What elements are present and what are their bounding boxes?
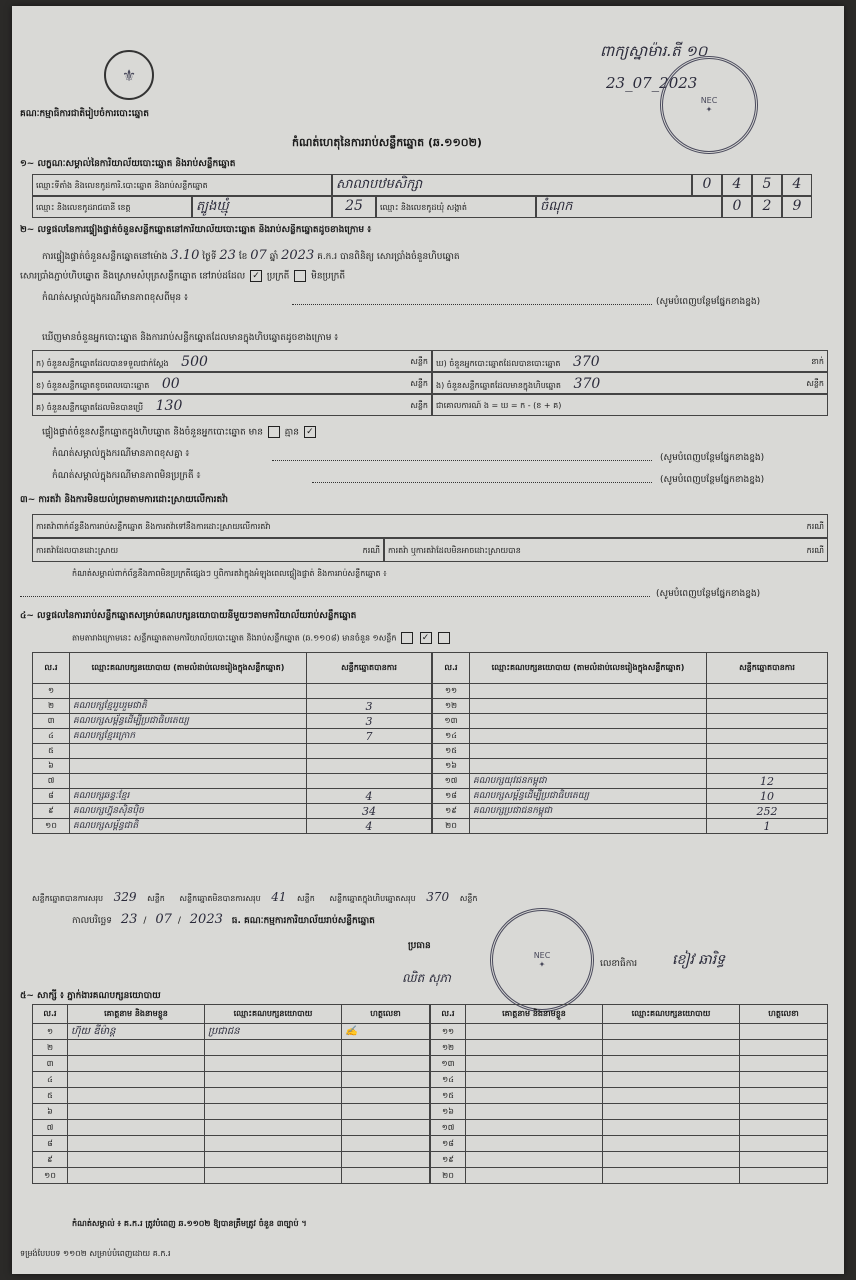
table-row	[33, 1088, 430, 1104]
row-party: ប្រជាជន	[205, 1024, 342, 1040]
table-row	[33, 1104, 430, 1120]
ok-label: ប្រក្រតី	[266, 271, 290, 282]
s4-intro: តាមតារាងក្រោមនេះ សន្លឹកឆ្នោតតាមការិយាល័យបោះឆ្នោត និងរាប់សន្លឹកឆ្នោត (ឆ.១១០៨) មានចំនួន ១សន្លឹក ✓	[72, 632, 452, 645]
row-votes	[707, 714, 828, 729]
row-party	[470, 744, 707, 759]
row-votes: 4	[307, 789, 432, 804]
table-row	[433, 774, 828, 789]
table-row	[33, 1136, 430, 1152]
s1-row2-code2-a: 0	[722, 196, 752, 218]
table-row	[431, 1056, 828, 1072]
row-no: ៤	[33, 1072, 68, 1088]
s2-line1-c: ខែ	[238, 252, 248, 262]
row-signature	[342, 1040, 430, 1056]
row-party	[470, 759, 707, 774]
president-name: ឈិត សុភា	[402, 971, 451, 985]
row-name	[466, 1024, 603, 1040]
row-party	[70, 759, 307, 774]
col-no: ល.រ	[33, 653, 70, 684]
s2-line1-d: ឆ្នាំ	[269, 252, 279, 262]
row-party	[603, 1152, 740, 1168]
s2-diff2-line	[312, 482, 652, 483]
row-no: ៨	[33, 789, 70, 804]
s2-remark: កំណត់សម្គាល់ក្នុងករណីមានភាពខុសពីមុន ៖	[42, 293, 188, 303]
table-row	[33, 759, 432, 774]
s4-date: កាលបរិច្ឆេទ 23 / 07 / 2023 ធ. គណៈកម្មការការិយាល័យរាប់សន្លឹកឆ្នោត	[72, 912, 375, 927]
row-votes	[307, 744, 432, 759]
row-votes	[307, 684, 432, 699]
row-signature	[740, 1120, 828, 1136]
row-no: ១៥	[433, 744, 470, 759]
row-party	[603, 1168, 740, 1184]
table-row	[431, 1136, 828, 1152]
invalid-total: 41	[271, 890, 287, 904]
row-no: ១៧	[431, 1120, 466, 1136]
s2-compare: ផ្ទៀងផ្ទាត់ចំនួនសន្លឹកឆ្នោតក្នុងហិបឆ្នោត និងចំនួនអ្នកបោះឆ្នោត មាន គ្មាន ✓	[42, 426, 318, 440]
row-party	[470, 819, 707, 834]
section4-heading: ៤~ លទ្ធផលនៃការរាប់សន្លឹកឆ្នោតសម្រាប់គណបក្សនយោបាយនីមួយៗតាមការិយាល័យរាប់សន្លឹកឆ្នោត	[20, 611, 357, 621]
s2-line1	[42, 248, 460, 264]
row-no: ១៨	[431, 1136, 466, 1152]
s2-diff1-line	[272, 460, 652, 461]
table-row	[433, 714, 828, 729]
row-no: ១	[33, 684, 70, 699]
section1-heading: ១~ លក្ខណៈសម្គាល់នៃការិយាល័យបោះឆ្នោត និងរាប់សន្លឹកឆ្នោត	[20, 159, 236, 169]
row-party: គណបក្សឆន្ទៈខ្មែរ	[70, 789, 307, 804]
row-votes: 252	[707, 804, 828, 819]
row-party	[603, 1088, 740, 1104]
row-party	[70, 744, 307, 759]
diff-no-checkbox[interactable]: ✓	[304, 426, 316, 438]
row-no: ១៧	[433, 774, 470, 789]
secretary-name: ខៀវ ឆារិទ្ធ	[672, 952, 726, 968]
row-party	[603, 1136, 740, 1152]
s2-intro: ឃើញមានចំនួនអ្នកបោះឆ្នោត និងការរាប់សន្លឹកឆ្នោតដែលមានក្នុងហិបឆ្នោតដូចខាងក្រោម ៖	[42, 333, 339, 343]
row-signature	[740, 1136, 828, 1152]
s2-e-value: 370	[573, 376, 601, 392]
table-row	[431, 1024, 828, 1040]
row-signature	[740, 1024, 828, 1040]
s2-a-label: ក) ចំនួនសន្លឹកឆ្នោតដែលបានទទួលជាក់ស្តែង 500 សន្លឹក	[32, 350, 432, 372]
row-no: ១៤	[433, 729, 470, 744]
table-row	[33, 1072, 430, 1088]
row-party: គណបក្សសម្ព័ន្ធដើម្បីប្រជាធិបតេយ្យ	[70, 714, 307, 729]
row-party: គណបក្សយុវជនកម្ពុជា	[470, 774, 707, 789]
row-no: ១២	[433, 699, 470, 714]
row-signature	[342, 1104, 430, 1120]
s2-line1-e: គ.ក.រ បានពិនិត្យ សោរប្រាំងចំនួនហិបឆ្នោត	[317, 252, 460, 262]
row-votes: 34	[307, 804, 432, 819]
row-votes: 1	[707, 819, 828, 834]
row-no: ៣	[33, 1056, 68, 1072]
row-signature	[342, 1120, 430, 1136]
row-no: ៦	[33, 1104, 68, 1120]
official-stamp-bottom: NEC ✦	[490, 908, 594, 1012]
table-row	[433, 729, 828, 744]
s1-row2-value: ត្បូងឃ្មុំ	[192, 196, 332, 218]
party-table-left	[32, 652, 432, 834]
row-party	[205, 1056, 342, 1072]
row-party	[205, 1072, 342, 1088]
row-votes	[707, 744, 828, 759]
row-no: ២០	[431, 1168, 466, 1184]
valid-total: 329	[113, 890, 137, 904]
s2-line1-a: ការផ្ទៀងផ្ទាត់ចំនួនសន្លឹកឆ្នោតនៅម៉ោង	[42, 252, 168, 262]
s4-check-a[interactable]	[401, 632, 413, 644]
emblem-logo: ⚜	[104, 50, 154, 100]
row-name	[68, 1040, 205, 1056]
row-party	[205, 1168, 342, 1184]
row-party	[205, 1120, 342, 1136]
table-row	[33, 1024, 430, 1040]
s2-line1-b: ថ្ងៃទី	[202, 252, 217, 262]
row-signature	[740, 1072, 828, 1088]
s2-diff1-hint: (សូមបំពេញបន្ថែមផ្នែកខាងខ្នង)	[660, 453, 765, 463]
table-row	[33, 1120, 430, 1136]
committee-name: គណៈកម្មាធិការជាតិរៀបចំការបោះឆ្នោត	[20, 109, 149, 119]
box-total: 370	[426, 890, 450, 904]
row-name	[68, 1056, 205, 1072]
table-row	[33, 729, 432, 744]
table-row	[431, 1088, 828, 1104]
table-row	[33, 1152, 430, 1168]
row-signature	[740, 1104, 828, 1120]
table-row	[33, 744, 432, 759]
s2-month: 07	[250, 248, 267, 263]
row-party	[470, 714, 707, 729]
s1-row1-code4: 4	[782, 174, 812, 196]
row-name	[68, 1168, 205, 1184]
row-no: ១៣	[433, 714, 470, 729]
s2-diff2-hint: (សូមបំពេញបន្ថែមផ្នែកខាងខ្នង)	[660, 475, 765, 485]
row-votes	[707, 729, 828, 744]
row-votes	[307, 774, 432, 789]
row-party: គណបក្សខ្មែររួបរួមជាតិ	[70, 699, 307, 714]
row-party	[205, 1136, 342, 1152]
row-votes	[707, 684, 828, 699]
footer: ទម្រង់បែបបទ ១១០២ សម្រាប់បំពេញដោយ គ.ក.រ	[20, 1249, 171, 1258]
row-votes: 3	[307, 699, 432, 714]
table-row	[33, 684, 432, 699]
s2-remark-line	[292, 304, 652, 305]
s3-row2a: ការតវ៉ាដែលបានដោះស្រាយ ករណី	[32, 538, 384, 562]
s3-row2b: ការតវ៉ា ឬការតវ៉ាដែលមិនអាចដោះស្រាយបាន ករណី	[384, 538, 828, 562]
row-no: ១២	[431, 1040, 466, 1056]
not-ok-label: មិនប្រក្រតី	[311, 271, 346, 282]
row-name	[68, 1088, 205, 1104]
s2-a-value: 500	[181, 354, 208, 370]
s1-row2-value2: ចំណុក	[536, 196, 722, 218]
row-name	[68, 1152, 205, 1168]
s2-year: 2023	[281, 248, 315, 263]
row-name	[466, 1072, 603, 1088]
row-signature: ✍	[342, 1024, 430, 1040]
row-no: ៤	[33, 729, 70, 744]
row-no: ១៤	[431, 1072, 466, 1088]
row-party	[603, 1072, 740, 1088]
s1-row1-code2: 4	[722, 174, 752, 196]
s1-row2-label2: ឈ្មោះ និងលេខកូដឃុំ សង្កាត់	[376, 196, 536, 218]
row-party: គណបក្សហ្វ៊ុនស៊ិនប៉ិច	[70, 804, 307, 819]
table-row	[431, 1040, 828, 1056]
table-row	[33, 819, 432, 834]
table-row	[431, 1104, 828, 1120]
row-party: គណបក្សសម្ព័ន្ធជាតិ	[70, 819, 307, 834]
s2-formula: ជាគោលការណ៍ ង = ឃ = ក - (ខ + គ)	[432, 394, 828, 416]
s1-row2-code2-b: 2	[752, 196, 782, 218]
diff-yes-checkbox[interactable]	[268, 426, 280, 438]
row-signature	[342, 1072, 430, 1088]
section3-heading: ៣~ ការតវ៉ា និងការមិនយល់ព្រមតាមការដោះស្រាយលើការតវ៉ា	[20, 495, 228, 505]
row-signature	[342, 1056, 430, 1072]
s1-row1-value: សាលាបឋមសិក្សា	[332, 174, 692, 196]
row-name: ហ៊ុយ ឌីម៉ាន្ត	[68, 1024, 205, 1040]
s2-c-label: គ) ចំនួនសន្លឹកឆ្នោតដែលមិនបានប្រើ 130 សន្លឹក	[32, 394, 432, 416]
row-signature	[740, 1152, 828, 1168]
col-party: ឈ្មោះគណបក្សនយោបាយ (តាមលំដាប់លេខរៀងក្នុងសន្លឹកឆ្នោត)	[70, 653, 307, 684]
s2-line2-text: សោរប្រាំងភ្ជាប់ហិបឆ្នោត និងស្រោមសំបុត្រសន្លឹកឆ្នោត នៅរាប់ដដែល	[20, 271, 246, 282]
row-name	[466, 1152, 603, 1168]
agent-table-right: ល.រ គោត្តនាម និងនាមខ្លួន ឈ្មោះគណបក្សនយោបាយ ហត្ថលេខា ១១ ១២ ១៣ ១៤ ១៥ ១៦ ១៧ ១៨ ១៩ ២០	[430, 1004, 828, 1184]
table-row	[433, 744, 828, 759]
s3-row1: ការតវ៉ាពាក់ព័ន្ធនឹងការរាប់សន្លឹកឆ្នោត និងការតវ៉ាទៅនឹងការដោះស្រាយលើការតវ៉ា ករណី	[32, 514, 828, 538]
row-party: គណបក្សប្រជាជនកម្ពុជា	[470, 804, 707, 819]
s2-day: 23	[219, 248, 236, 263]
row-signature	[740, 1168, 828, 1184]
s1-row2-code2-c: 9	[782, 196, 812, 218]
row-no: ១៥	[431, 1088, 466, 1104]
row-signature	[342, 1152, 430, 1168]
s2-time: 3.10	[170, 248, 200, 263]
col-votes: សន្លឹកឆ្នោតបានការ	[307, 653, 432, 684]
row-no: ២	[33, 1040, 68, 1056]
table-row	[33, 789, 432, 804]
agent-table-left: ល.រ គោត្តនាម និងនាមខ្លួន ឈ្មោះគណបក្សនយោបាយ ហត្ថលេខា ១ ហ៊ុយ ឌីម៉ាន្ត ប្រជាជន ✍ ២ ៣ ៤ ៥ ៦ ៧ ៨ ៩ ១០	[32, 1004, 430, 1184]
row-no: ៥	[33, 1088, 68, 1104]
section2-heading: ២~ លទ្ធផលនៃការផ្ទៀងផ្ទាត់ចំនួនសន្លឹកឆ្នោតនៅការិយាល័យបោះឆ្នោត និងរាប់សន្លឹកឆ្នោតដូចខាងក្រោម ៖	[20, 225, 372, 235]
table-row	[431, 1120, 828, 1136]
s3-note: កំណត់សម្គាល់ពាក់ព័ន្ធនឹងភាពមិនប្រក្រតីផ្សេងៗ ឬពិការតវ៉ាក្នុងអំឡុងពេលផ្ទៀងផ្ទាត់ និងការរាប់សន្លឹកឆ្នោត ៖	[72, 569, 387, 578]
row-party	[603, 1024, 740, 1040]
not-ok-checkbox[interactable]	[294, 270, 306, 282]
row-votes: 7	[307, 729, 432, 744]
table-row	[433, 789, 828, 804]
s2-diff1: កំណត់សម្គាល់ក្នុងករណីមានភាពខុសគ្នា ៖	[52, 449, 190, 459]
table-row	[431, 1072, 828, 1088]
col-no: ល.រ	[433, 653, 470, 684]
table-row	[433, 699, 828, 714]
s2-b-value: 00	[161, 376, 180, 392]
row-no: ១៣	[431, 1056, 466, 1072]
ballot-count-form	[12, 6, 844, 1274]
s2-line2	[20, 270, 345, 284]
row-party	[603, 1040, 740, 1056]
row-no: ១១	[431, 1024, 466, 1040]
row-no: ៥	[33, 744, 70, 759]
table-row	[433, 819, 828, 834]
table-row	[33, 774, 432, 789]
row-no: ៦	[33, 759, 70, 774]
row-votes: 3	[307, 714, 432, 729]
row-no: ៩	[33, 1152, 68, 1168]
form-title: កំណត់ហេតុនៃការរាប់សន្លឹកឆ្នោត (ឆ.១១០២)	[292, 136, 482, 149]
row-no: ២០	[433, 819, 470, 834]
row-party	[603, 1056, 740, 1072]
row-name	[466, 1104, 603, 1120]
table-row	[33, 1056, 430, 1072]
row-party	[205, 1104, 342, 1120]
row-name	[68, 1136, 205, 1152]
row-party	[470, 684, 707, 699]
row-no: ៣	[33, 714, 70, 729]
row-party	[205, 1040, 342, 1056]
row-signature	[342, 1168, 430, 1184]
table-row	[433, 759, 828, 774]
row-votes	[307, 759, 432, 774]
section5-heading: ៥~ សាក្សី ៖ ភ្នាក់ងារគណបក្សនយោបាយ	[20, 991, 161, 1001]
s2-d-label: ឃ) ចំនួនអ្នកបោះឆ្នោតដែលបានបោះឆ្នោត 370 នាក់	[432, 350, 828, 372]
row-name	[466, 1120, 603, 1136]
s5-note: កំណត់សម្គាល់ ៖ គ.ក.រ ត្រូវបំពេញ ឆ.១១០២ ឱ្យបានត្រឹមត្រូវ ចំនួន ៣ច្បាប់ ។	[72, 1219, 307, 1228]
row-no: ៧	[33, 1120, 68, 1136]
row-votes	[707, 699, 828, 714]
s1-row1-code1: 0	[692, 174, 722, 196]
row-no: ១១	[433, 684, 470, 699]
row-no: ១០	[33, 1168, 68, 1184]
row-no: ១៦	[431, 1104, 466, 1120]
row-no: ១	[33, 1024, 68, 1040]
row-name	[466, 1088, 603, 1104]
table-row	[433, 804, 828, 819]
row-name	[466, 1168, 603, 1184]
s3-hint: (សូមបំពេញបន្ថែមផ្នែកខាងខ្នង)	[656, 589, 761, 599]
table-row	[33, 1168, 430, 1184]
row-party	[603, 1104, 740, 1120]
row-no: ១៦	[433, 759, 470, 774]
row-no: ១៩	[431, 1152, 466, 1168]
row-votes: 12	[707, 774, 828, 789]
s2-remark-hint: (សូមបំពេញបន្ថែមផ្នែកខាងខ្នង)	[656, 297, 761, 307]
s1-row2-label: ឈ្មោះ និងលេខកូដរាជធានី ខេត្ត	[32, 196, 192, 218]
ref-date: 23_07_2023	[606, 74, 698, 92]
row-no: ១៩	[433, 804, 470, 819]
s2-d-value: 370	[572, 354, 600, 370]
ref-number: ពាក្យស្នាម៉ារ.តី ១០	[600, 42, 708, 60]
s2-e-label: ង) ចំនួនសន្លឹកឆ្នោតដែលមានក្នុងហិបឆ្នោត 370 សន្លឹក	[432, 372, 828, 394]
row-party	[70, 684, 307, 699]
row-votes	[707, 759, 828, 774]
row-no: ៨	[33, 1136, 68, 1152]
s2-c-value: 130	[155, 398, 183, 414]
s2-b-label: ខ) ចំនួនសន្លឹកឆ្នោតខូចពេលបោះឆ្នោត 00 សន្លឹក	[32, 372, 432, 394]
row-name	[466, 1040, 603, 1056]
row-no: ២	[33, 699, 70, 714]
row-name	[466, 1136, 603, 1152]
col-party: ឈ្មោះគណបក្សនយោបាយ (តាមលំដាប់លេខរៀងក្នុងសន្លឹកឆ្នោត)	[470, 653, 707, 684]
row-name	[68, 1120, 205, 1136]
row-no: ៧	[33, 774, 70, 789]
row-signature	[342, 1088, 430, 1104]
row-party	[205, 1088, 342, 1104]
row-signature	[740, 1040, 828, 1056]
s1-row1-label: ឈ្មោះទីតាំង និងលេខកូដការិ.បោះឆ្នោត និងរាប់សន្លឹកឆ្នោត	[32, 174, 332, 196]
table-row	[431, 1152, 828, 1168]
row-party	[603, 1120, 740, 1136]
row-no: ៩	[33, 804, 70, 819]
row-no: ១៨	[433, 789, 470, 804]
row-name	[466, 1056, 603, 1072]
s2-diff2: កំណត់សម្គាល់ក្នុងករណីមានភាពមិនប្រក្រតី ៖	[52, 471, 201, 481]
table-row	[433, 684, 828, 699]
row-signature	[342, 1136, 430, 1152]
row-no: ១០	[33, 819, 70, 834]
row-signature	[740, 1088, 828, 1104]
row-party: គណបក្សខ្មែរក្រោក	[70, 729, 307, 744]
row-party: គណបក្សសម្ព័ន្ធដើម្បីប្រជាធិបតេយ្យ	[470, 789, 707, 804]
s4-check-b[interactable]: ✓	[420, 632, 432, 644]
s4-totals: សន្លឹកឆ្នោតបានការសរុប 329 សន្លឹក សន្លឹកឆ្នោតមិនបានការសរុប 41 សន្លឹក សន្លឹកឆ្នោតក្នុងហិបឆ្នោតសរុប 370 សន្លឹក	[32, 890, 478, 904]
party-table-right	[432, 652, 828, 834]
col-votes: សន្លឹកឆ្នោតបានការ	[707, 653, 828, 684]
president-label: ប្រធាន	[408, 941, 431, 951]
row-party	[70, 774, 307, 789]
row-votes: 10	[707, 789, 828, 804]
row-party	[205, 1152, 342, 1168]
table-row	[431, 1168, 828, 1184]
s1-row2-code: 25	[332, 196, 376, 218]
official-stamp-top: NEC ✦	[660, 56, 758, 154]
row-signature	[740, 1056, 828, 1072]
row-party	[470, 729, 707, 744]
row-votes: 4	[307, 819, 432, 834]
row-name	[68, 1104, 205, 1120]
table-row	[33, 1040, 430, 1056]
s4-check-c[interactable]	[438, 632, 450, 644]
s3-note-line	[20, 596, 650, 597]
table-row	[33, 699, 432, 714]
ok-checkbox[interactable]: ✓	[250, 270, 262, 282]
secretary-label: លេខាធិការ	[600, 959, 638, 969]
row-party	[470, 699, 707, 714]
s1-row1-code3: 5	[752, 174, 782, 196]
table-row	[33, 714, 432, 729]
table-row	[33, 804, 432, 819]
row-name	[68, 1072, 205, 1088]
